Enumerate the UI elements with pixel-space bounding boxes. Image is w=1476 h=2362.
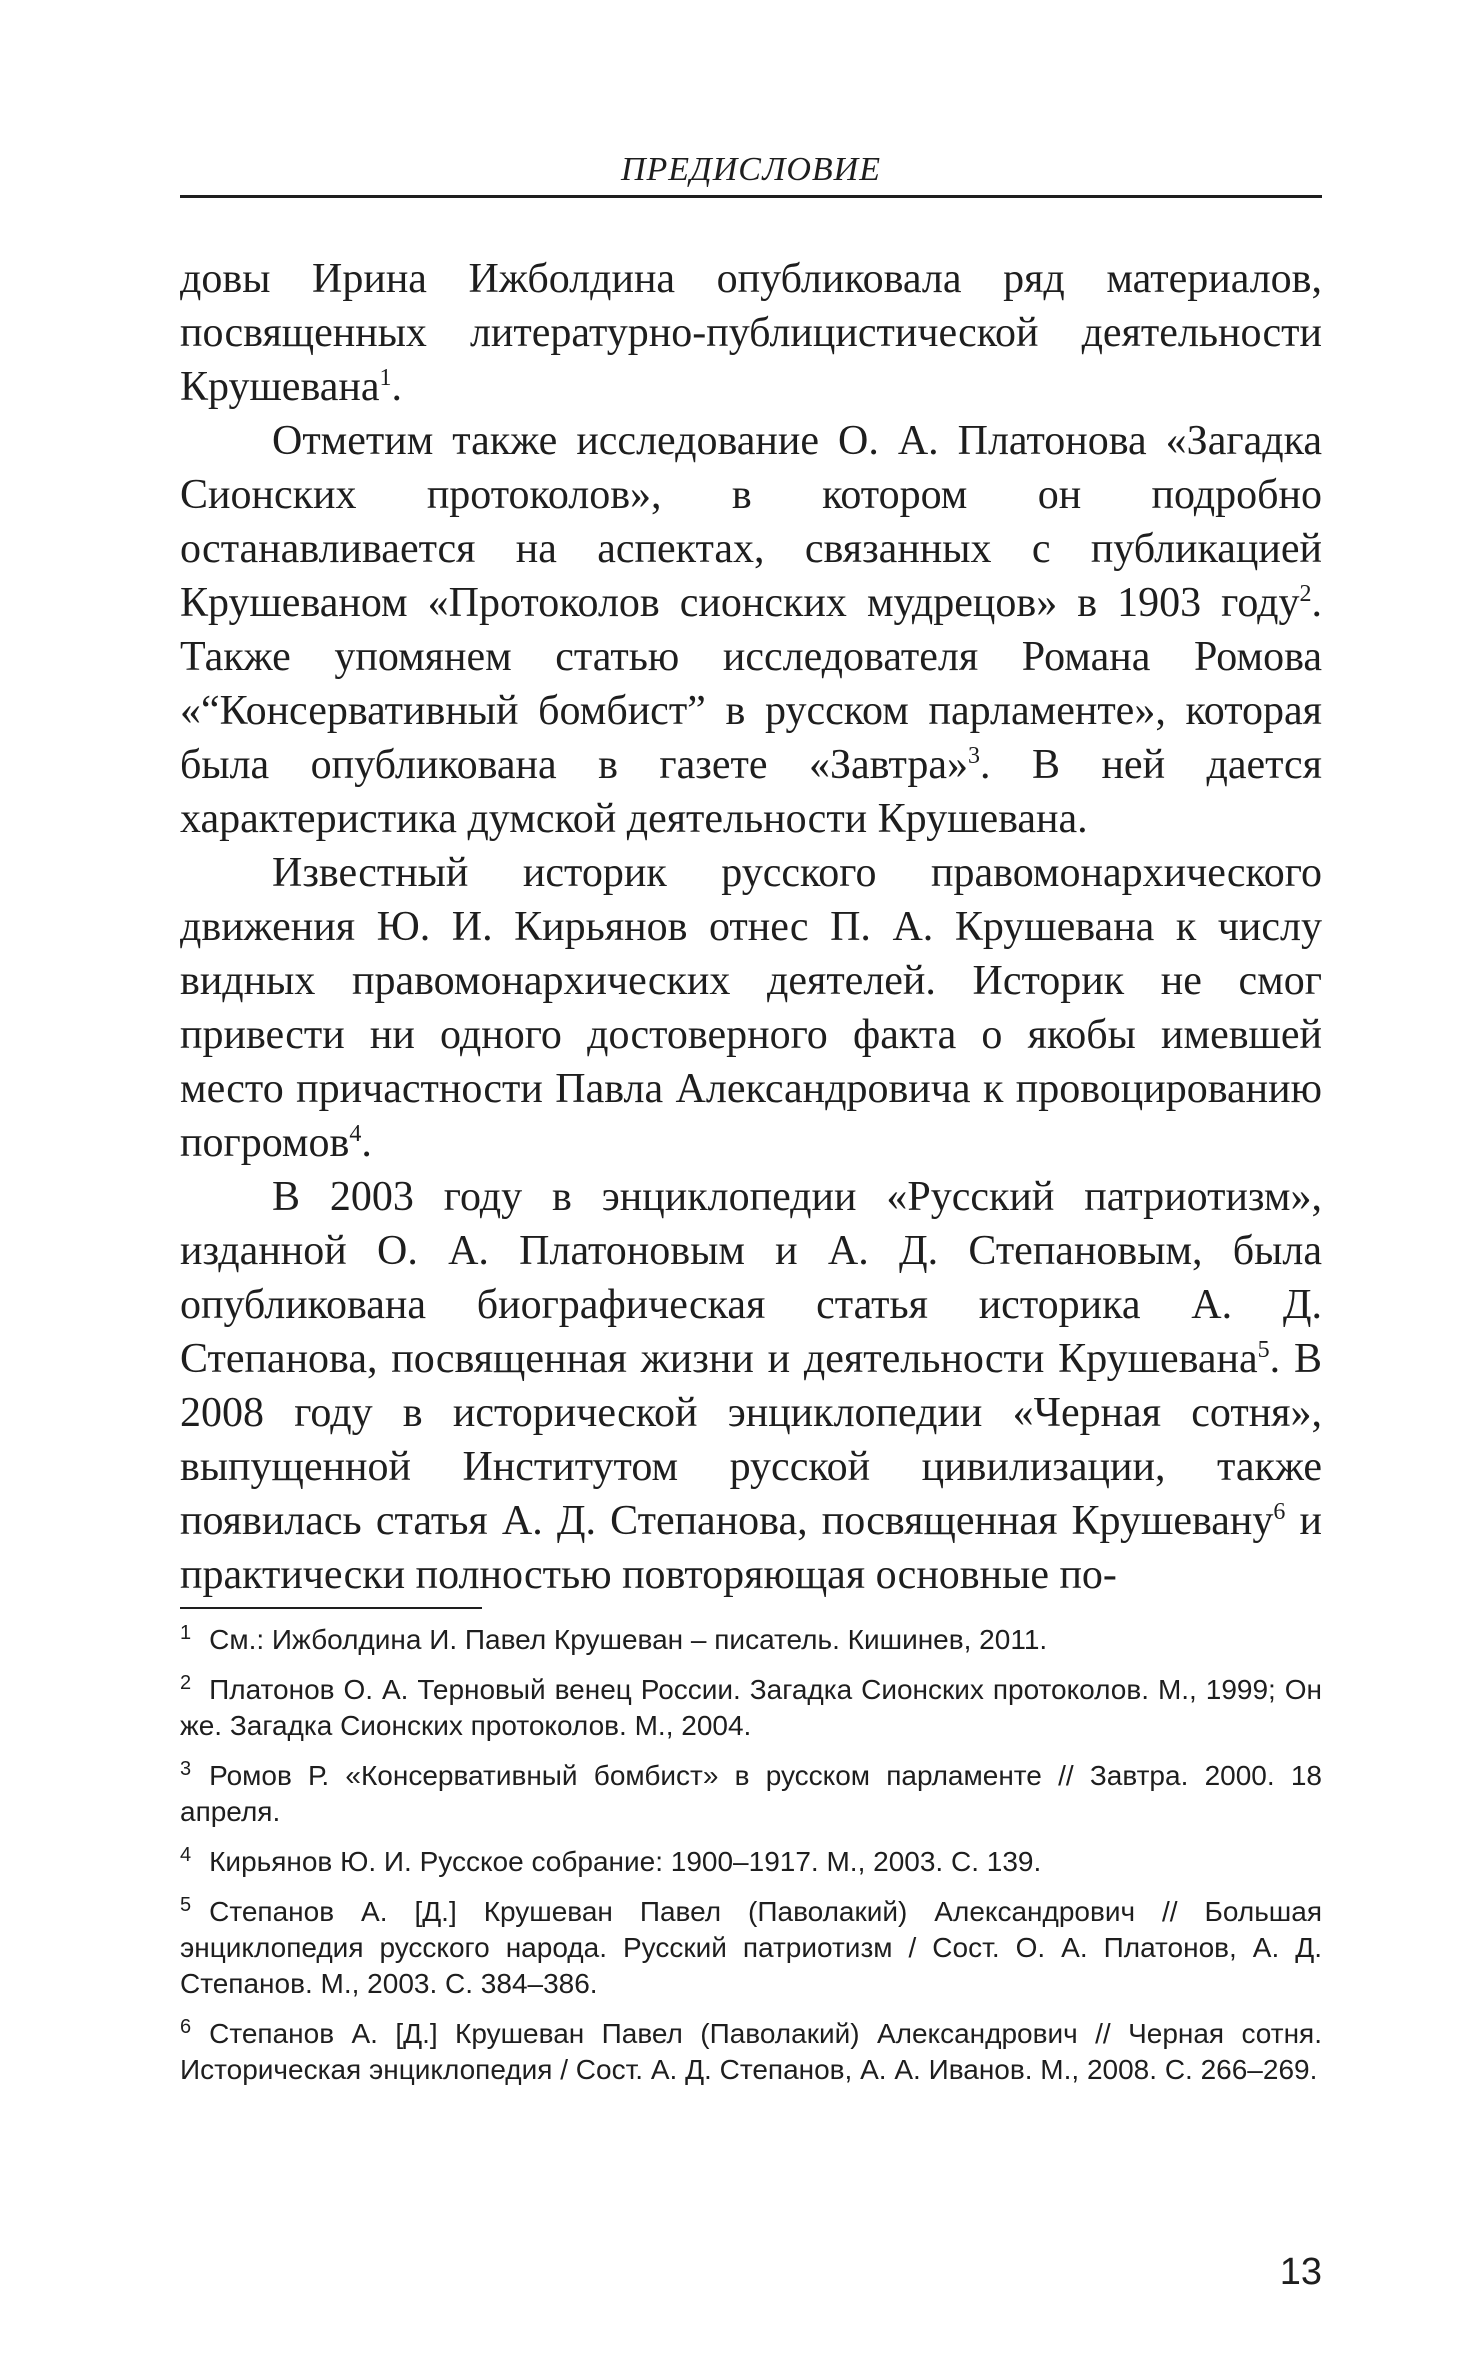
footnote-ref-6: 6 xyxy=(1273,1499,1286,1525)
footnote-text: Степанов А. [Д.] Крушеван Павел (Паволакий) Александрович // Большая энциклопедия русского народа. Русский патриотизм / Сост. О. А. Платонов, А. Д. Степанов. М., 2003. С. 384–386. xyxy=(180,1896,1322,1999)
footnote-ref-4: 4 xyxy=(349,1121,362,1147)
footnote-text: Платонов О. А. Терновый венец России. Загадка Сионских протоколов. М., 1999; Он же. Загадка Сионских протоколов. М., 2004. xyxy=(180,1674,1322,1741)
paragraph-3-tail: . xyxy=(361,1120,372,1166)
header-rule xyxy=(180,195,1322,198)
footnote-ref-3: 3 xyxy=(967,743,980,769)
footnote-4: 4 Кирьянов Ю. И. Русское собрание: 1900–1917. М., 2003. С. 139. xyxy=(180,1843,1042,1877)
footnote-ref-1: 1 xyxy=(379,365,392,391)
paragraph-1-text: довы Ирина Ижболдина опубликовала ряд материалов, посвященных литературно-публицистической деятельности Крушевана xyxy=(180,256,1322,410)
footnote-separator xyxy=(180,1607,482,1609)
footnote-2: 2 Платонов О. А. Терновый венец России. Загадка Сионских протоколов. М., 1999; Он же. Загадка Сионских протоколов. М., 2004. xyxy=(180,1671,1322,1741)
paragraph-4-part-b: . В 2008 году в исторической энциклопедии «Черная сотня», выпущенной Институтом русской цивилизации, также появилась статья А. Д. Степанова, посвященная Крушевану xyxy=(180,1336,1322,1544)
footnote-ref-2: 2 xyxy=(1299,581,1312,607)
paragraph-4 xyxy=(180,1170,1322,1602)
main-text xyxy=(180,252,1322,1602)
paragraph-1-tail: . xyxy=(391,364,402,410)
paragraph-4-part-a: В 2003 году в энциклопедии «Русский патриотизм», изданной О. А. Платоновым и А. Д. Степановым, была опубликована биографическая статья историка А. Д. Степанова, посвященная жизни и деятельности Крушевана xyxy=(180,1174,1322,1382)
paragraph-2 xyxy=(180,414,1322,846)
footnote-text: Степанов А. [Д.] Крушеван Павел (Паволакий) Александрович // Черная сотня. Историческая энциклопедия / Сост. А. Д. Степанов, А. А. Иванов. М., 2008. С. 266–269. xyxy=(180,2018,1322,2085)
page-number: 13 xyxy=(1279,2251,1322,2293)
paragraph-2-part-c: . В ней дается характеристика думской деятельности Крушевана. xyxy=(180,742,1322,842)
paragraph-3 xyxy=(180,846,1322,1170)
footnote-6: 6 Степанов А. [Д.] Крушеван Павел (Паволакий) Александрович // Черная сотня. Историческая энциклопедия / Сост. А. Д. Степанов, А. А. Иванов. М., 2008. С. 266–269. xyxy=(180,2015,1322,2085)
paragraph-3-text: Известный историк русского правомонархического движения Ю. И. Кирьянов отнес П. А. Крушевана к числу видных правомонархических деятелей. Историк не смог привести ни одного достоверного факта о якобы имевшей место причастности Павла Александровича к провоцированию погромов xyxy=(180,850,1322,1166)
footnote-text: Ромов Р. «Консервативный бомбист» в русском парламенте // Завтра. 2000. 18 апреля. xyxy=(180,1760,1322,1827)
footnote-3: 3 Ромов Р. «Консервативный бомбист» в русском парламенте // Завтра. 2000. 18 апреля. xyxy=(180,1757,1322,1827)
paragraph-2-part-a: Отметим также исследование О. А. Платонова «Загадка Сионских протоколов», в котором он подробно останавливается на аспектах, связанных с публикацией Крушеваном «Протоколов сионских мудрецов» в 1903 году xyxy=(180,418,1322,626)
footnote-ref-5: 5 xyxy=(1257,1337,1270,1363)
footnote-text: Кирьянов Ю. И. Русское собрание: 1900–1917. М., 2003. С. 139. xyxy=(209,1846,1042,1877)
footnote-5: 5 Степанов А. [Д.] Крушеван Павел (Паволакий) Александрович // Большая энциклопедия русского народа. Русский патриотизм / Сост. О. А. Платонов, А. Д. Степанов. М., 2003. С. 384–386. xyxy=(180,1893,1322,1999)
paragraph-2-part-b: . Также упомянем статью исследователя Романа Ромова «“Консервативный бомбист” в русском парламенте», которая была опубликована в газете «Завтра» xyxy=(180,580,1322,788)
footnote-1: 1 См.: Ижболдина И. Павел Крушеван – писатель. Кишинев, 2011. xyxy=(180,1621,1048,1655)
footnote-text: См.: Ижболдина И. Павел Крушеван – писатель. Кишинев, 2011. xyxy=(209,1624,1048,1655)
paragraph-4-part-c: и практически полностью повторяющая основные по- xyxy=(180,1498,1322,1598)
paragraph-1 xyxy=(180,252,1322,414)
footnotes xyxy=(180,1622,1322,2102)
running-header: ПРЕДИСЛОВИЕ xyxy=(620,151,882,188)
